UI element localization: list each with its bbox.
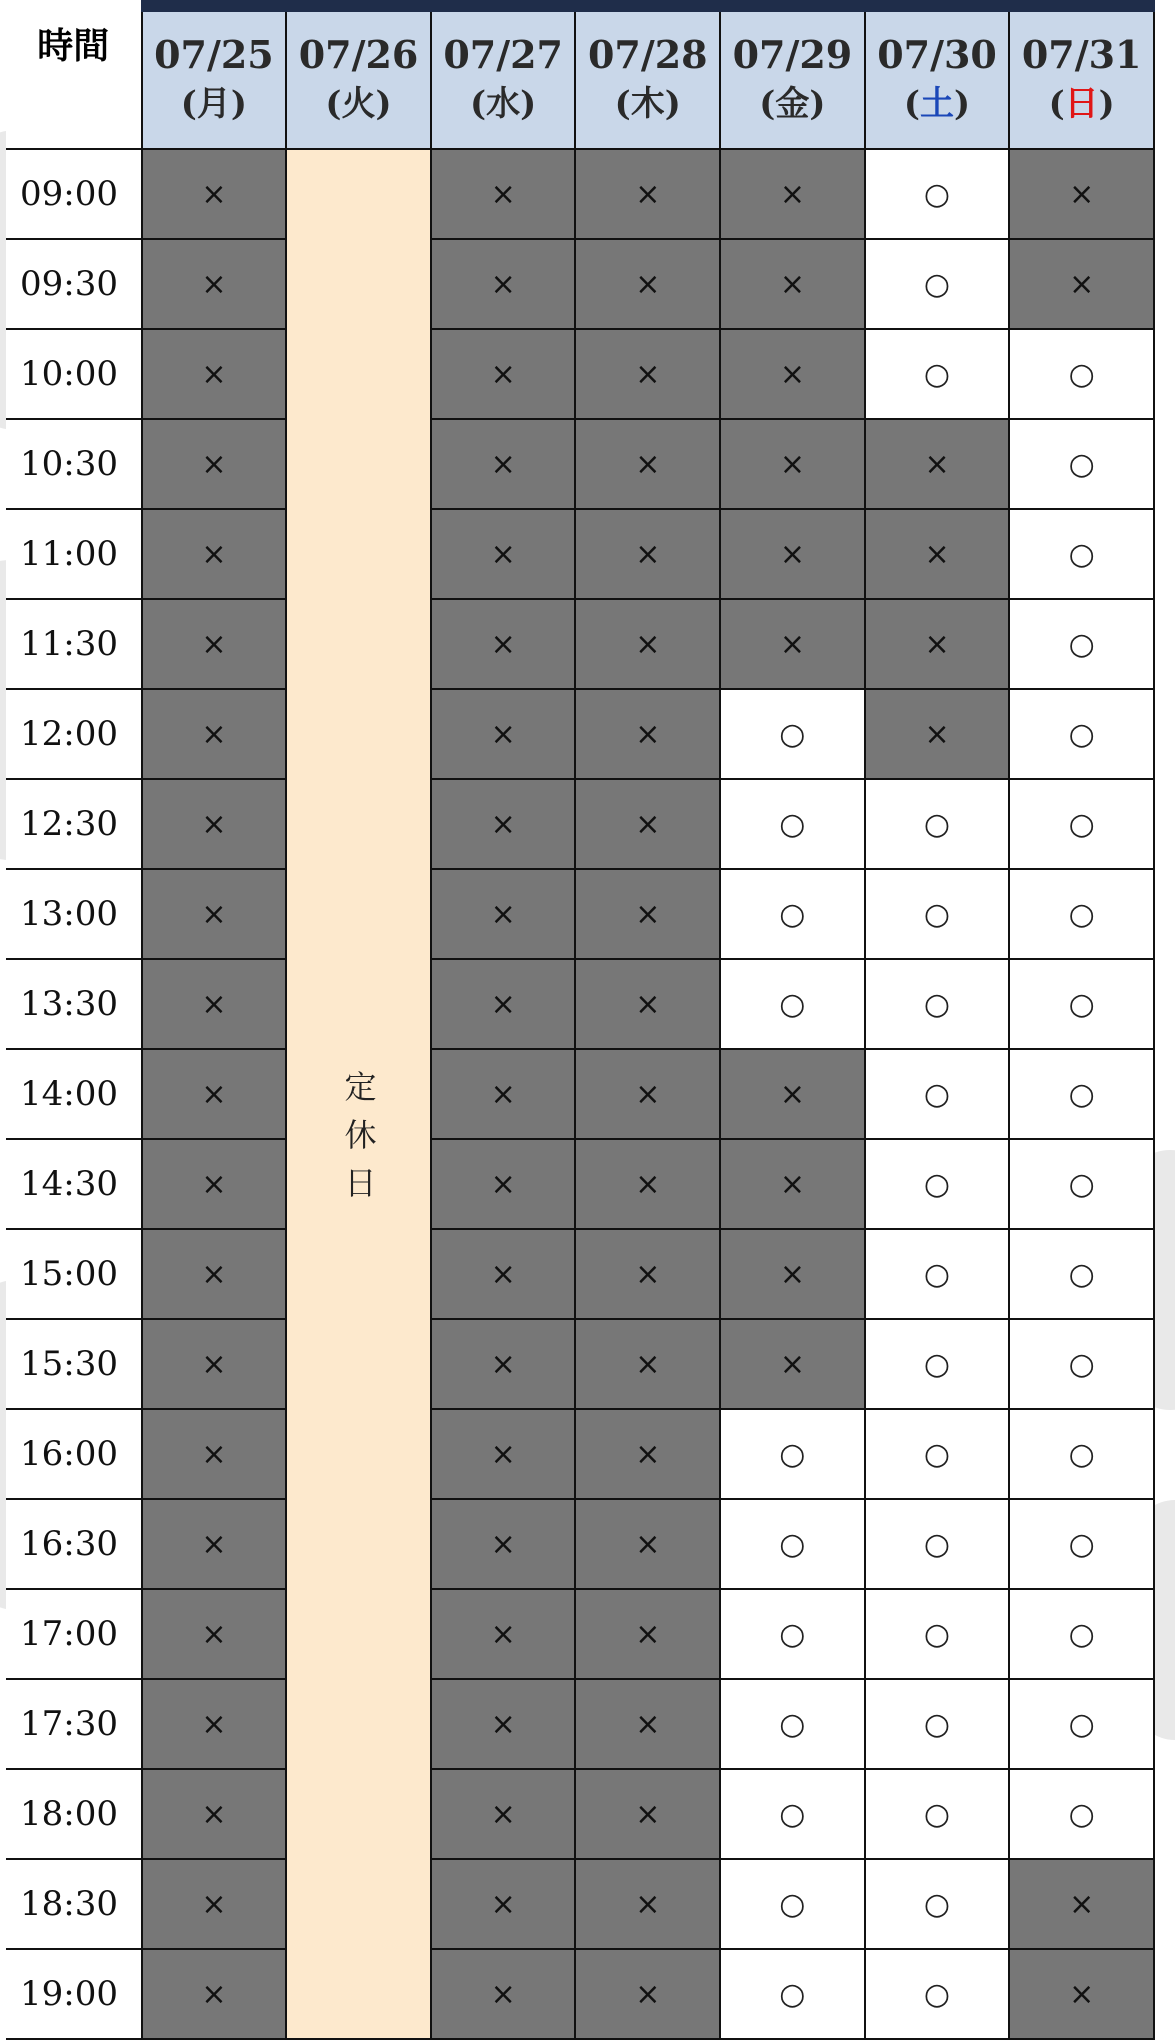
available-slot[interactable]: ○ (1009, 1679, 1154, 1769)
unavailable-slot: × (431, 1049, 576, 1139)
unavailable-slot: × (720, 1049, 865, 1139)
day-of-week: (月) (180, 84, 247, 124)
time-slot-row (6, 149, 1154, 239)
time-slot-row (6, 239, 1154, 329)
available-slot[interactable]: ○ (720, 779, 865, 869)
available-slot[interactable]: ○ (1009, 1409, 1154, 1499)
unavailable-slot: × (575, 1409, 720, 1499)
unavailable-slot: × (431, 1589, 576, 1679)
day-date: 07/31 (1021, 32, 1142, 77)
day-of-week: (日) (1048, 84, 1115, 124)
day-header (286, 6, 431, 149)
available-slot[interactable]: ○ (1009, 1319, 1154, 1409)
time-slot-row (6, 689, 1154, 779)
time-column-header: 時間 (6, 6, 142, 149)
unavailable-slot: × (142, 959, 287, 1049)
day-date: 07/29 (732, 32, 853, 77)
available-slot[interactable]: ○ (865, 1769, 1010, 1859)
day-of-week: (土) (903, 84, 971, 124)
available-slot[interactable]: ○ (1009, 1049, 1154, 1139)
unavailable-slot: × (575, 1319, 720, 1409)
day-of-week: (木) (614, 84, 681, 124)
time-label: 11:30 (6, 599, 142, 689)
time-label: 10:00 (6, 329, 142, 419)
unavailable-slot: × (142, 1859, 287, 1949)
day-of-week-label: 木 (630, 84, 665, 124)
header-row (6, 6, 1154, 149)
available-slot[interactable]: ○ (1009, 509, 1154, 599)
unavailable-slot: × (720, 329, 865, 419)
unavailable-slot: × (575, 1139, 720, 1229)
unavailable-slot: × (142, 1679, 287, 1769)
unavailable-slot: × (575, 1769, 720, 1859)
time-slot-row (6, 1679, 1154, 1769)
unavailable-slot: × (575, 509, 720, 599)
time-slot-row (6, 1049, 1154, 1139)
unavailable-slot: × (720, 1139, 865, 1229)
day-of-week-label: 月 (196, 84, 231, 124)
unavailable-slot: × (142, 1319, 287, 1409)
unavailable-slot: × (1009, 1949, 1154, 2039)
time-slot-row (6, 1859, 1154, 1949)
time-label: 19:00 (6, 1949, 142, 2039)
time-label: 16:30 (6, 1499, 142, 1589)
unavailable-slot: × (1009, 149, 1154, 239)
available-slot[interactable]: ○ (720, 1499, 865, 1589)
time-slot-row (6, 779, 1154, 869)
unavailable-slot: × (575, 599, 720, 689)
unavailable-slot: × (431, 1499, 576, 1589)
unavailable-slot: × (142, 329, 287, 419)
unavailable-slot: × (431, 599, 576, 689)
unavailable-slot: × (720, 149, 865, 239)
unavailable-slot: × (575, 1859, 720, 1949)
unavailable-slot: × (142, 1949, 287, 2039)
unavailable-slot: × (431, 1229, 576, 1319)
unavailable-slot: × (142, 1589, 287, 1679)
available-slot[interactable]: ○ (1009, 779, 1154, 869)
time-slot-row (6, 1949, 1154, 2039)
unavailable-slot: × (142, 1499, 287, 1589)
time-label: 12:00 (6, 689, 142, 779)
available-slot[interactable]: ○ (720, 689, 865, 779)
unavailable-slot: × (431, 689, 576, 779)
holiday-column (286, 149, 431, 2039)
available-slot[interactable]: ○ (865, 1859, 1010, 1949)
day-of-week-label: 水 (486, 84, 521, 124)
day-of-week: (火) (325, 84, 392, 124)
time-slot-row (6, 599, 1154, 689)
day-of-week: (水) (470, 84, 537, 124)
day-header (720, 6, 865, 149)
unavailable-slot: × (575, 1049, 720, 1139)
time-slot-row (6, 419, 1154, 509)
available-slot[interactable]: ○ (865, 1679, 1010, 1769)
unavailable-slot: × (575, 1679, 720, 1769)
unavailable-slot: × (575, 1949, 720, 2039)
unavailable-slot: × (575, 959, 720, 1049)
reservation-schedule-table (6, 0, 1155, 2040)
unavailable-slot: × (720, 239, 865, 329)
available-slot[interactable]: ○ (865, 1229, 1010, 1319)
unavailable-slot: × (431, 1319, 576, 1409)
day-of-week-label: 土 (920, 84, 955, 124)
time-slot-row (6, 1409, 1154, 1499)
available-slot[interactable]: ○ (720, 1859, 865, 1949)
available-slot[interactable]: ○ (1009, 1139, 1154, 1229)
available-slot[interactable]: ○ (865, 869, 1010, 959)
unavailable-slot: × (431, 959, 576, 1049)
available-slot[interactable]: ○ (720, 1409, 865, 1499)
time-label: 09:00 (6, 149, 142, 239)
unavailable-slot: × (575, 239, 720, 329)
available-slot[interactable]: ○ (1009, 329, 1154, 419)
available-slot[interactable]: ○ (865, 1949, 1010, 2039)
available-slot[interactable]: ○ (1009, 869, 1154, 959)
available-slot[interactable]: ○ (865, 1319, 1010, 1409)
unavailable-slot: × (142, 1769, 287, 1859)
available-slot[interactable]: ○ (1009, 1589, 1154, 1679)
time-slot-row (6, 1769, 1154, 1859)
day-header (1009, 6, 1154, 149)
unavailable-slot: × (865, 509, 1010, 599)
unavailable-slot: × (575, 419, 720, 509)
time-slot-row (6, 1499, 1154, 1589)
unavailable-slot: × (142, 419, 287, 509)
available-slot[interactable]: ○ (720, 1949, 865, 2039)
time-slot-row (6, 1229, 1154, 1319)
unavailable-slot: × (720, 1229, 865, 1319)
day-date: 07/28 (587, 32, 708, 77)
day-header (431, 6, 576, 149)
available-slot[interactable]: ○ (1009, 419, 1154, 509)
time-label: 18:30 (6, 1859, 142, 1949)
available-slot[interactable]: ○ (720, 959, 865, 1049)
unavailable-slot: × (575, 149, 720, 239)
time-label: 13:30 (6, 959, 142, 1049)
available-slot[interactable]: ○ (865, 149, 1010, 239)
unavailable-slot: × (720, 599, 865, 689)
unavailable-slot: × (431, 869, 576, 959)
unavailable-slot: × (720, 419, 865, 509)
time-label: 15:30 (6, 1319, 142, 1409)
unavailable-slot: × (431, 509, 576, 599)
unavailable-slot: × (142, 869, 287, 959)
available-slot[interactable]: ○ (865, 1139, 1010, 1229)
unavailable-slot: × (575, 329, 720, 419)
unavailable-slot: × (142, 509, 287, 599)
available-slot[interactable]: ○ (720, 869, 865, 959)
available-slot[interactable]: ○ (865, 1049, 1010, 1139)
time-label: 13:00 (6, 869, 142, 959)
time-slot-row (6, 869, 1154, 959)
time-slot-row (6, 329, 1154, 419)
unavailable-slot: × (431, 1859, 576, 1949)
unavailable-slot: × (431, 1949, 576, 2039)
available-slot[interactable]: ○ (1009, 1499, 1154, 1589)
unavailable-slot: × (1009, 1859, 1154, 1949)
time-label: 10:30 (6, 419, 142, 509)
time-label: 11:00 (6, 509, 142, 599)
time-slot-row (6, 1139, 1154, 1229)
day-of-week-label: 日 (1064, 84, 1099, 124)
time-slot-row (6, 1589, 1154, 1679)
day-header (575, 6, 720, 149)
unavailable-slot: × (142, 1049, 287, 1139)
unavailable-slot: × (720, 509, 865, 599)
unavailable-slot: × (431, 779, 576, 869)
time-label: 17:00 (6, 1589, 142, 1679)
time-label: 14:00 (6, 1049, 142, 1139)
unavailable-slot: × (142, 689, 287, 779)
day-date: 07/26 (298, 32, 419, 77)
available-slot[interactable]: ○ (865, 1589, 1010, 1679)
unavailable-slot: × (575, 1589, 720, 1679)
time-label: 18:00 (6, 1769, 142, 1859)
unavailable-slot: × (575, 869, 720, 959)
unavailable-slot: × (142, 1229, 287, 1319)
holiday-label: 定休日 (339, 1070, 378, 1214)
unavailable-slot: × (142, 779, 287, 869)
day-of-week-label: 金 (775, 84, 810, 124)
available-slot[interactable]: ○ (865, 239, 1010, 329)
unavailable-slot: × (431, 1139, 576, 1229)
time-slot-row (6, 959, 1154, 1049)
unavailable-slot: × (575, 1499, 720, 1589)
time-slot-row (6, 509, 1154, 599)
unavailable-slot: × (431, 1409, 576, 1499)
available-slot[interactable]: ○ (865, 1409, 1010, 1499)
time-label: 17:30 (6, 1679, 142, 1769)
time-label: 16:00 (6, 1409, 142, 1499)
available-slot[interactable]: ○ (720, 1679, 865, 1769)
unavailable-slot: × (575, 689, 720, 779)
schedule-body (6, 149, 1154, 2039)
unavailable-slot: × (142, 599, 287, 689)
available-slot[interactable]: ○ (865, 959, 1010, 1049)
unavailable-slot: × (431, 1679, 576, 1769)
day-header (142, 6, 287, 149)
available-slot[interactable]: ○ (1009, 1769, 1154, 1859)
day-of-week: (金) (759, 84, 826, 124)
day-of-week-label: 火 (341, 84, 376, 124)
time-label: 09:30 (6, 239, 142, 329)
unavailable-slot: × (431, 329, 576, 419)
unavailable-slot: × (865, 599, 1010, 689)
day-date: 07/25 (154, 32, 274, 77)
unavailable-slot: × (142, 1409, 287, 1499)
unavailable-slot: × (1009, 239, 1154, 329)
unavailable-slot: × (142, 1139, 287, 1229)
unavailable-slot: × (142, 239, 287, 329)
unavailable-slot: × (575, 779, 720, 869)
time-label: 14:30 (6, 1139, 142, 1229)
unavailable-slot: × (431, 239, 576, 329)
available-slot[interactable]: ○ (1009, 599, 1154, 689)
time-label: 15:00 (6, 1229, 142, 1319)
time-slot-row (6, 1319, 1154, 1409)
available-slot[interactable]: ○ (720, 1589, 865, 1679)
available-slot[interactable]: ○ (720, 1769, 865, 1859)
available-slot[interactable]: ○ (1009, 959, 1154, 1049)
available-slot[interactable]: ○ (865, 1499, 1010, 1589)
unavailable-slot: × (865, 689, 1010, 779)
unavailable-slot: × (431, 149, 576, 239)
available-slot[interactable]: ○ (1009, 689, 1154, 779)
unavailable-slot: × (431, 1769, 576, 1859)
available-slot[interactable]: ○ (1009, 1229, 1154, 1319)
unavailable-slot: × (431, 419, 576, 509)
unavailable-slot: × (865, 419, 1010, 509)
time-label: 12:30 (6, 779, 142, 869)
unavailable-slot: × (575, 1229, 720, 1319)
day-date: 07/30 (877, 32, 997, 77)
available-slot[interactable]: ○ (865, 779, 1010, 869)
available-slot[interactable]: ○ (865, 329, 1010, 419)
day-date: 07/27 (443, 32, 563, 77)
unavailable-slot: × (142, 149, 287, 239)
unavailable-slot: × (720, 1319, 865, 1409)
day-header (865, 6, 1010, 149)
